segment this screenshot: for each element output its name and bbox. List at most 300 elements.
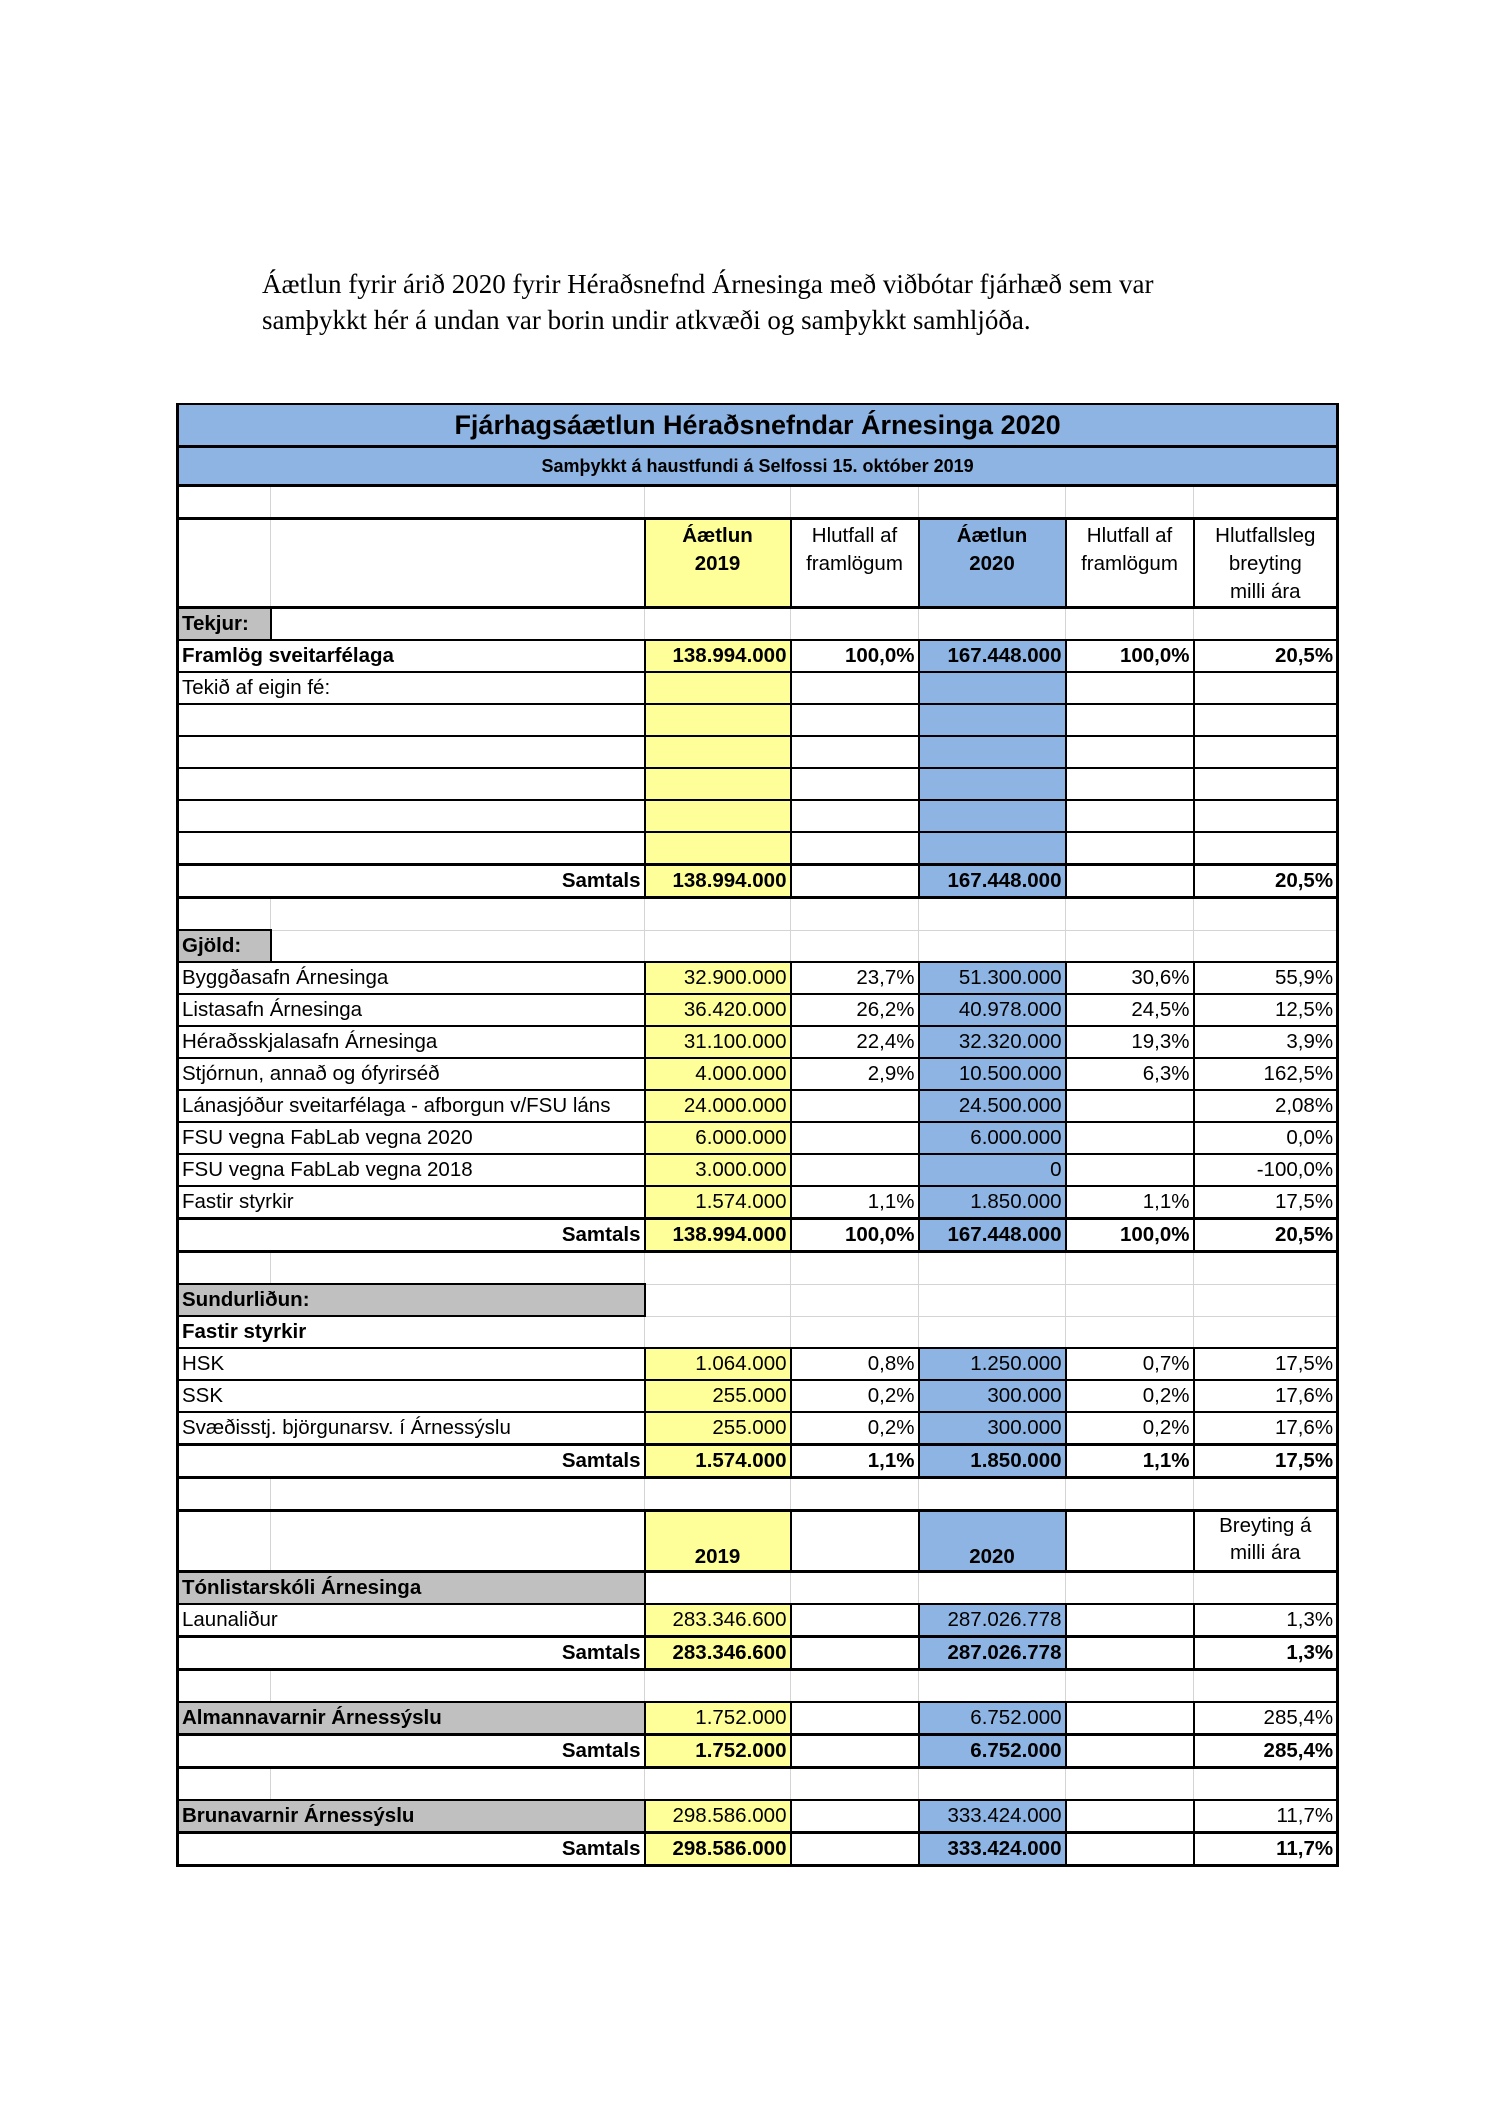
empty-cell: [1066, 1478, 1194, 1511]
share-2019: [791, 1604, 919, 1637]
section-label: Gjöld:: [178, 930, 271, 962]
table-title-row: [178, 404, 1338, 447]
change-pct: 20,5%: [1194, 1219, 1338, 1252]
change-pct: 11,7%: [1194, 1800, 1338, 1833]
value-2020: 1.850.000: [919, 1186, 1066, 1219]
empty-cell: [178, 486, 271, 519]
value-2019: 138.994.000: [645, 640, 791, 672]
share-2020: [1066, 704, 1194, 736]
blank-row: [178, 1478, 1338, 1511]
row-label: [178, 768, 645, 800]
change-pct: 20,5%: [1194, 865, 1338, 898]
empty-cell: [919, 1572, 1066, 1605]
share-2020: [1066, 1702, 1194, 1735]
share-2019: [791, 672, 919, 704]
empty-cell: [1066, 898, 1194, 931]
share-2020: 30,6%: [1066, 962, 1194, 994]
share-2020: [1066, 832, 1194, 865]
value-2019: 1.752.000: [645, 1735, 791, 1768]
header-line: milli ára: [1229, 580, 1301, 603]
empty-cell: [271, 898, 645, 931]
value-2019: 255.000: [645, 1412, 791, 1445]
section-label: Sundurliðun:: [178, 1284, 645, 1316]
empty-cell: [178, 1252, 271, 1285]
share-2020: [1066, 1637, 1194, 1670]
change-pct: 1,3%: [1194, 1637, 1338, 1670]
value-2019: 298.586.000: [645, 1833, 791, 1866]
share-2019: [791, 800, 919, 832]
share-2019: [791, 865, 919, 898]
empty-cell: [1066, 1284, 1194, 1316]
empty-cell: [791, 608, 919, 641]
header-2019: 2019: [645, 1511, 791, 1572]
empty-cell: [271, 930, 645, 962]
table-row: [178, 1380, 1338, 1412]
empty-cell: [919, 1316, 1066, 1348]
subheading-row: [178, 1316, 1338, 1348]
value-2020: 51.300.000: [919, 962, 1066, 994]
total-row: [178, 1833, 1338, 1866]
share-2019: [791, 1702, 919, 1735]
section-label: Brunavarnir Árnessýslu: [178, 1800, 645, 1833]
table-row: [178, 672, 1338, 704]
share-2019: [791, 1735, 919, 1768]
value-2020: [919, 832, 1066, 865]
empty-cell: [645, 1284, 791, 1316]
table-row: [178, 1604, 1338, 1637]
row-label: Lánasjóður sveitarfélaga - afborgun v/FSU láns: [178, 1090, 645, 1122]
empty-cell: [1066, 608, 1194, 641]
header-2020: 2020: [919, 1511, 1066, 1572]
empty-cell: [178, 1478, 271, 1511]
value-2019: 36.420.000: [645, 994, 791, 1026]
value-2019: [645, 768, 791, 800]
share-2020: 100,0%: [1066, 640, 1194, 672]
header-line: breyting: [1228, 552, 1302, 575]
change-pct: 12,5%: [1194, 994, 1338, 1026]
value-2020: 300.000: [919, 1412, 1066, 1445]
table-row: [178, 768, 1338, 800]
header-aaetlun-2019: [645, 519, 791, 608]
share-2020: [1066, 672, 1194, 704]
empty-cell: [1066, 1670, 1194, 1703]
share-2020: [1066, 1604, 1194, 1637]
value-2020: 333.424.000: [919, 1800, 1066, 1833]
share-2020: 1,1%: [1066, 1186, 1194, 1219]
empty-cell: [645, 486, 791, 519]
empty-cell: [178, 1768, 271, 1801]
share-2020: [1066, 865, 1194, 898]
value-2019: [645, 736, 791, 768]
row-label: Svæðisstj. björgunarsv. í Árnessýslu: [178, 1412, 645, 1445]
total-row: [178, 1219, 1338, 1252]
row-label: Tekið af eigin fé:: [178, 672, 645, 704]
empty-cell: [791, 1252, 919, 1285]
value-2020: 6.000.000: [919, 1122, 1066, 1154]
change-pct: 11,7%: [1194, 1833, 1338, 1866]
empty-cell: [1194, 1252, 1338, 1285]
row-label: SSK: [178, 1380, 645, 1412]
header-line: Hlutfallsleg: [1215, 524, 1316, 547]
share-2019: [791, 1154, 919, 1186]
budget-table: [176, 403, 1339, 1867]
value-2019: 6.000.000: [645, 1122, 791, 1154]
table-row: [178, 962, 1338, 994]
value-2020: 287.026.778: [919, 1604, 1066, 1637]
table-subtitle: Samþykkt á haustfundi á Selfossi 15. október 2019: [178, 447, 1338, 486]
value-2020: 287.026.778: [919, 1637, 1066, 1670]
empty-cell: [178, 519, 271, 608]
share-2020: 0,2%: [1066, 1380, 1194, 1412]
section-row: [178, 608, 1338, 641]
value-2020: 24.500.000: [919, 1090, 1066, 1122]
table-row: [178, 994, 1338, 1026]
section-label: Tónlistarskóli Árnesinga: [178, 1572, 645, 1605]
row-label: [178, 704, 645, 736]
table-row: [178, 1412, 1338, 1445]
share-2020: [1066, 1800, 1194, 1833]
share-2019: [791, 704, 919, 736]
empty-cell: [271, 519, 645, 608]
table-title: Fjárhagsáætlun Héraðsnefndar Árnesinga 2020: [178, 404, 1338, 447]
header-line: 2020: [969, 552, 1015, 575]
value-2019: [645, 672, 791, 704]
empty-cell: [1194, 1316, 1338, 1348]
share-2020: [1066, 1122, 1194, 1154]
change-pct: 17,5%: [1194, 1445, 1338, 1478]
empty-cell: [645, 608, 791, 641]
table-row: [178, 704, 1338, 736]
empty-cell: [791, 1478, 919, 1511]
empty-cell: [791, 1284, 919, 1316]
total-label: Samtals: [178, 1833, 645, 1866]
column-header-row: [178, 519, 1338, 608]
share-2020: [1066, 1090, 1194, 1122]
share-2020: [1066, 1154, 1194, 1186]
change-pct: 2,08%: [1194, 1090, 1338, 1122]
value-2020: 6.752.000: [919, 1702, 1066, 1735]
change-pct: 3,9%: [1194, 1026, 1338, 1058]
row-label: Fastir styrkir: [178, 1186, 645, 1219]
table-subtitle-row: [178, 447, 1338, 486]
section-label: Tekjur:: [178, 608, 271, 641]
value-2020: [919, 736, 1066, 768]
row-label: Stjórnun, annað og ófyrirséð: [178, 1058, 645, 1090]
value-2020: 40.978.000: [919, 994, 1066, 1026]
table-row: [178, 1090, 1338, 1122]
empty-cell: [1194, 1768, 1338, 1801]
empty-cell: [919, 1284, 1066, 1316]
share-2020: [1066, 768, 1194, 800]
empty-cell: [1066, 1316, 1194, 1348]
empty-cell: [271, 1478, 645, 1511]
total-label: Samtals: [178, 1219, 645, 1252]
empty-cell: [178, 1511, 271, 1572]
total-row: [178, 865, 1338, 898]
share-2019: 0,2%: [791, 1380, 919, 1412]
empty-cell: [791, 1572, 919, 1605]
total-label: Samtals: [178, 1637, 645, 1670]
section-row: [178, 930, 1338, 962]
share-2019: 26,2%: [791, 994, 919, 1026]
empty-cell: [271, 1252, 645, 1285]
share-2019: [791, 1122, 919, 1154]
value-2019: 4.000.000: [645, 1058, 791, 1090]
change-pct: 285,4%: [1194, 1735, 1338, 1768]
row-label: Listasafn Árnesinga: [178, 994, 645, 1026]
blank-row: [178, 898, 1338, 931]
empty-cell: [1066, 1768, 1194, 1801]
share-2019: [791, 832, 919, 865]
header-line: Breyting á: [1219, 1514, 1312, 1537]
empty-cell: [1066, 1572, 1194, 1605]
share-2019: [791, 1833, 919, 1866]
header-line: 2019: [694, 552, 741, 575]
value-2019: 32.900.000: [645, 962, 791, 994]
header-line: framlögum: [806, 552, 903, 575]
table-row: [178, 800, 1338, 832]
empty-cell: [1194, 486, 1338, 519]
empty-cell: [645, 930, 791, 962]
share-2020: 100,0%: [1066, 1219, 1194, 1252]
value-2019: 1.574.000: [645, 1445, 791, 1478]
change-pct: [1194, 672, 1338, 704]
empty-cell: [271, 486, 645, 519]
share-2019: [791, 1800, 919, 1833]
total-label: Samtals: [178, 1735, 645, 1768]
row-label: Framlög sveitarfélaga: [178, 640, 645, 672]
empty-cell: [271, 1768, 645, 1801]
share-2020: 24,5%: [1066, 994, 1194, 1026]
header-line: milli ára: [1229, 1541, 1301, 1564]
change-pct: [1194, 736, 1338, 768]
table-row: [178, 1348, 1338, 1380]
empty-cell: [178, 898, 271, 931]
row-label: Launaliður: [178, 1604, 645, 1637]
blank-row: [178, 1768, 1338, 1801]
header-line: Áætlun: [682, 524, 753, 547]
share-2019: 0,8%: [791, 1348, 919, 1380]
column-header-row-2: [178, 1511, 1338, 1572]
value-2019: 31.100.000: [645, 1026, 791, 1058]
empty-cell: [919, 1478, 1066, 1511]
value-2020: 1.850.000: [919, 1445, 1066, 1478]
empty-cell: [919, 930, 1066, 962]
share-2020: [1066, 736, 1194, 768]
empty-cell: [1194, 1478, 1338, 1511]
change-pct: 0,0%: [1194, 1122, 1338, 1154]
section-row: [178, 1284, 1338, 1316]
table-row: [178, 832, 1338, 865]
value-2019: 138.994.000: [645, 1219, 791, 1252]
share-2019: 100,0%: [791, 640, 919, 672]
section-row: [178, 1800, 1338, 1833]
empty-cell: [1066, 1511, 1194, 1572]
header-line: framlögum: [1081, 552, 1178, 575]
share-2019: 1,1%: [791, 1186, 919, 1219]
empty-cell: [791, 1768, 919, 1801]
table-row: [178, 1058, 1338, 1090]
empty-cell: [791, 930, 919, 962]
share-2020: 19,3%: [1066, 1026, 1194, 1058]
row-label: Byggðasafn Árnesinga: [178, 962, 645, 994]
empty-cell: [1066, 930, 1194, 962]
empty-cell: [645, 1768, 791, 1801]
header-line: Áætlun: [956, 524, 1028, 547]
empty-cell: [271, 1670, 645, 1703]
empty-cell: [645, 1572, 791, 1605]
total-label: Samtals: [178, 865, 645, 898]
row-label: HSK: [178, 1348, 645, 1380]
intro-line-1: Áætlun fyrir árið 2020 fyrir Héraðsnefnd Árnesinga með viðbótar fjárhæð sem var: [262, 269, 1154, 299]
share-2019: 23,7%: [791, 962, 919, 994]
change-pct: 1,3%: [1194, 1604, 1338, 1637]
empty-cell: [919, 1252, 1066, 1285]
change-pct: [1194, 704, 1338, 736]
total-row: [178, 1735, 1338, 1768]
intro-line-2: samþykkt hér á undan var borin undir atkvæði og samþykkt samhljóða.: [262, 305, 1031, 335]
change-pct: 20,5%: [1194, 640, 1338, 672]
empty-cell: [1194, 1670, 1338, 1703]
empty-cell: [645, 1316, 791, 1348]
empty-cell: [791, 1316, 919, 1348]
row-label: FSU vegna FabLab vegna 2020: [178, 1122, 645, 1154]
value-2019: 283.346.600: [645, 1604, 791, 1637]
value-2019: 1.064.000: [645, 1348, 791, 1380]
header-aaetlun-2020: [919, 519, 1066, 608]
share-2019: 2,9%: [791, 1058, 919, 1090]
value-2019: 24.000.000: [645, 1090, 791, 1122]
value-2020: [919, 704, 1066, 736]
share-2020: 1,1%: [1066, 1445, 1194, 1478]
total-row: [178, 1445, 1338, 1478]
total-row: [178, 1637, 1338, 1670]
change-pct: [1194, 832, 1338, 865]
subheading-label: Fastir styrkir: [178, 1316, 645, 1348]
value-2020: 32.320.000: [919, 1026, 1066, 1058]
share-2020: 0,7%: [1066, 1348, 1194, 1380]
empty-cell: [791, 486, 919, 519]
empty-cell: [919, 1670, 1066, 1703]
change-pct: 17,6%: [1194, 1380, 1338, 1412]
row-label: [178, 736, 645, 768]
blank-row: [178, 486, 1338, 519]
table-row: [178, 1122, 1338, 1154]
empty-cell: [645, 1478, 791, 1511]
value-2020: 300.000: [919, 1380, 1066, 1412]
total-label: Samtals: [178, 1445, 645, 1478]
header-share-2019: [791, 519, 919, 608]
empty-cell: [271, 608, 645, 641]
header-line: Hlutfall af: [1086, 524, 1173, 547]
change-pct: 162,5%: [1194, 1058, 1338, 1090]
section-row: [178, 1702, 1338, 1735]
empty-cell: [919, 486, 1066, 519]
intro-paragraph: [262, 266, 1154, 338]
value-2019: [645, 800, 791, 832]
value-2019: 255.000: [645, 1380, 791, 1412]
change-pct: [1194, 768, 1338, 800]
value-2019: [645, 704, 791, 736]
value-2020: 167.448.000: [919, 865, 1066, 898]
empty-cell: [1066, 1252, 1194, 1285]
table-row: [178, 1154, 1338, 1186]
section-row: [178, 1572, 1338, 1605]
value-2020: 167.448.000: [919, 640, 1066, 672]
empty-cell: [178, 1670, 271, 1703]
table-row: [178, 1186, 1338, 1219]
header-share-2020: [1066, 519, 1194, 608]
value-2020: 1.250.000: [919, 1348, 1066, 1380]
empty-cell: [645, 1252, 791, 1285]
row-label: [178, 832, 645, 865]
change-pct: 17,5%: [1194, 1348, 1338, 1380]
empty-cell: [645, 898, 791, 931]
empty-cell: [791, 898, 919, 931]
empty-cell: [271, 1511, 645, 1572]
value-2020: 0: [919, 1154, 1066, 1186]
change-pct: 285,4%: [1194, 1702, 1338, 1735]
table-row: [178, 640, 1338, 672]
change-pct: -100,0%: [1194, 1154, 1338, 1186]
empty-cell: [919, 608, 1066, 641]
share-2019: 0,2%: [791, 1412, 919, 1445]
empty-cell: [1194, 898, 1338, 931]
share-2019: [791, 768, 919, 800]
value-2020: [919, 768, 1066, 800]
row-label: [178, 800, 645, 832]
share-2020: [1066, 1833, 1194, 1866]
empty-cell: [1194, 1572, 1338, 1605]
share-2019: 100,0%: [791, 1219, 919, 1252]
value-2019: 1.752.000: [645, 1702, 791, 1735]
share-2019: [791, 1637, 919, 1670]
empty-cell: [1194, 1284, 1338, 1316]
change-pct: 17,6%: [1194, 1412, 1338, 1445]
change-pct: [1194, 800, 1338, 832]
header-line: Hlutfall af: [811, 524, 898, 547]
value-2020: [919, 800, 1066, 832]
value-2019: 283.346.600: [645, 1637, 791, 1670]
blank-row: [178, 1670, 1338, 1703]
value-2020: [919, 672, 1066, 704]
header-change: [1194, 1511, 1338, 1572]
table-row: [178, 736, 1338, 768]
section-label: Almannavarnir Árnessýslu: [178, 1702, 645, 1735]
share-2019: [791, 736, 919, 768]
row-label: Héraðsskjalasafn Árnesinga: [178, 1026, 645, 1058]
empty-cell: [919, 1768, 1066, 1801]
change-pct: 17,5%: [1194, 1186, 1338, 1219]
empty-cell: [791, 1670, 919, 1703]
share-2020: 6,3%: [1066, 1058, 1194, 1090]
share-2019: [791, 1090, 919, 1122]
share-2019: 22,4%: [791, 1026, 919, 1058]
header-change: [1194, 519, 1338, 608]
change-pct: 55,9%: [1194, 962, 1338, 994]
value-2020: 10.500.000: [919, 1058, 1066, 1090]
value-2019: [645, 832, 791, 865]
value-2020: 333.424.000: [919, 1833, 1066, 1866]
blank-row: [178, 1252, 1338, 1285]
value-2019: 138.994.000: [645, 865, 791, 898]
row-label: FSU vegna FabLab vegna 2018: [178, 1154, 645, 1186]
empty-cell: [919, 898, 1066, 931]
empty-cell: [1194, 608, 1338, 641]
value-2020: 6.752.000: [919, 1735, 1066, 1768]
share-2020: [1066, 800, 1194, 832]
value-2019: 3.000.000: [645, 1154, 791, 1186]
